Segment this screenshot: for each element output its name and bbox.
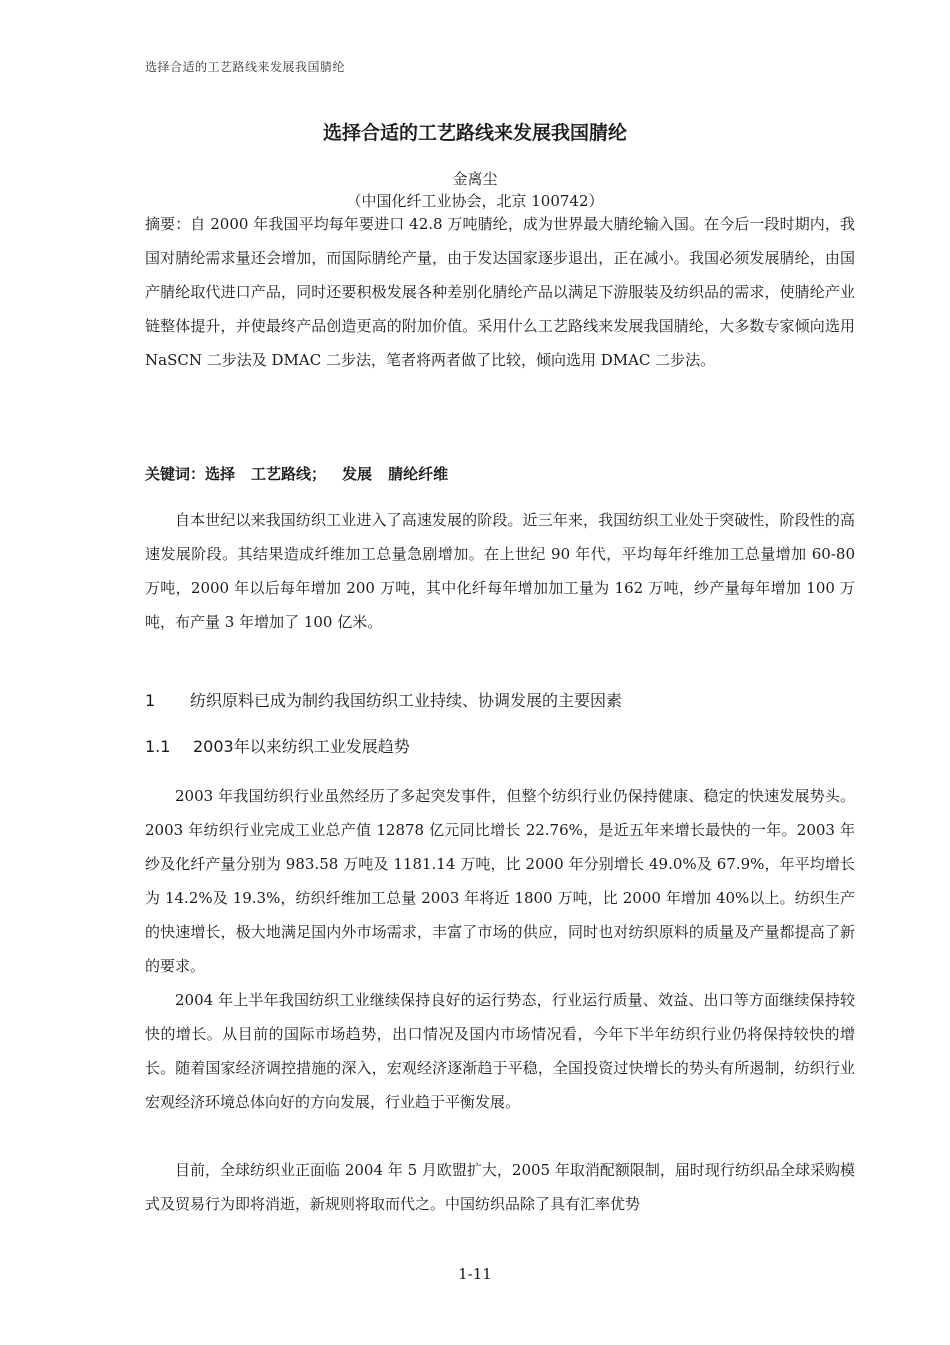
section-title: 年以来纺织工业发展趋势 bbox=[233, 737, 410, 756]
article-title: 选择合适的工艺路线来发展我国腈纶 bbox=[322, 122, 627, 144]
section-title: 纺织原料已成为制约我国纺织工业持续、协调发展的主要因素 bbox=[190, 691, 623, 710]
author-name: 金离尘 bbox=[452, 170, 498, 188]
intro-paragraph: 自本世纪以来我国纺织工业进入了高速发展的阶段。近三年来，我国纺织工业处于突破性，阶段性的高速发展阶段。其结果造成纤维加工总量急剧增加。在上世纪 90 年代，平均每年纤维加工总量增加 60-80 万吨，2000 年以后每年增加 200 万吨，其中化纤每年增加加工量为 162 万吨，纱产量每年增加 100 万吨，布产量 3 年增加了 100 亿米。 bbox=[145, 511, 855, 631]
keyword-item: 工艺路线； bbox=[251, 465, 327, 483]
section-1-1-heading bbox=[145, 734, 410, 757]
abstract-paragraph: 摘要：自 2000 年我国平均每年要进口 42.8 万吨腈纶，成为世界最大腈纶输入国。在今后一段时期内，我国对腈纶需求量还会增加，而国际腈纶产量，由于发达国家逐步退出，正在减小。我国必须发展腈纶，由国产腈纶取代进口产品，同时还要积极发展各种差别化腈纶产品以满足下游服装及纺织品的需求，使腈纶产业链整体提升，并使最终产品创造更高的附加价值。采用什么工艺路线来发展我国腈纶，大多数专家倾向选用 NaSCN 二步法及 DMAC 二步法，笔者将两者做了比较，倾向选用 DMAC 二步法。 bbox=[145, 215, 855, 369]
section-1-heading bbox=[145, 688, 622, 711]
body-paragraph-1: 2003 年我国纺织行业虽然经历了多起突发事件，但整个纺织行业仍保持健康、稳定的快速发展势头。2003 年纺织行业完成工业总产值 12878 亿元同比增长 22.76%，是近五年来增长最快的一年。2003 年纱及化纤产量分别为 983.58 万吨及 1181.14 万吨，比 2000 年分别增长 49.0%及 67.9%，年平均增长为 14.2%及 19.3%，纺织纤维加工总量 2003 年将近 1800 万吨，比 2000 年增加 40%以上。纺织生产的快速增长，极大地满足国内外市场需求，丰富了市场的供应，同时也对纺织原料的质量及产量都提高了新的要求。 bbox=[145, 787, 855, 975]
keyword-item: 腈纶纤维 bbox=[388, 465, 449, 483]
keyword-item: 选择 bbox=[205, 465, 236, 483]
section-number: 1.1 bbox=[145, 737, 171, 756]
body-paragraph-2: 2004 年上半年我国纺织工业继续保持良好的运行势态，行业运行质量、效益、出口等方面继续保持较快的增长。从目前的国际市场趋势，出口情况及国内市场情况看，今年下半年纺织行业仍将保持较快的增长。随着国家经济调控措施的深入，宏观经济逐渐趋于平稳，全国投资过快增长的势头有所遏制，纺织行业宏观经济环境总体向好的方向发展，行业趋于平衡发展。 bbox=[145, 991, 855, 1111]
author-affiliation: （中国化纤工业协会，北京 100742） bbox=[346, 192, 604, 210]
body-paragraph-3: 目前，全球纺织业正面临 2004 年 5 月欧盟扩大，2005 年取消配额限制，届时现行纺织品全球采购模式及贸易行为即将消逝，新规则将取而代之。中国纺织品除了具有汇率优势 bbox=[145, 1161, 855, 1213]
running-header: 选择合适的工艺路线来发展我国腈纶 bbox=[145, 60, 346, 74]
page-number: 1-11 bbox=[458, 1265, 492, 1283]
section-title-number: 2003 bbox=[193, 737, 234, 756]
keywords-line bbox=[145, 463, 464, 484]
section-number: 1 bbox=[145, 691, 156, 710]
keywords-label: 关键词： bbox=[145, 465, 206, 483]
keyword-item: 发展 bbox=[342, 465, 373, 483]
